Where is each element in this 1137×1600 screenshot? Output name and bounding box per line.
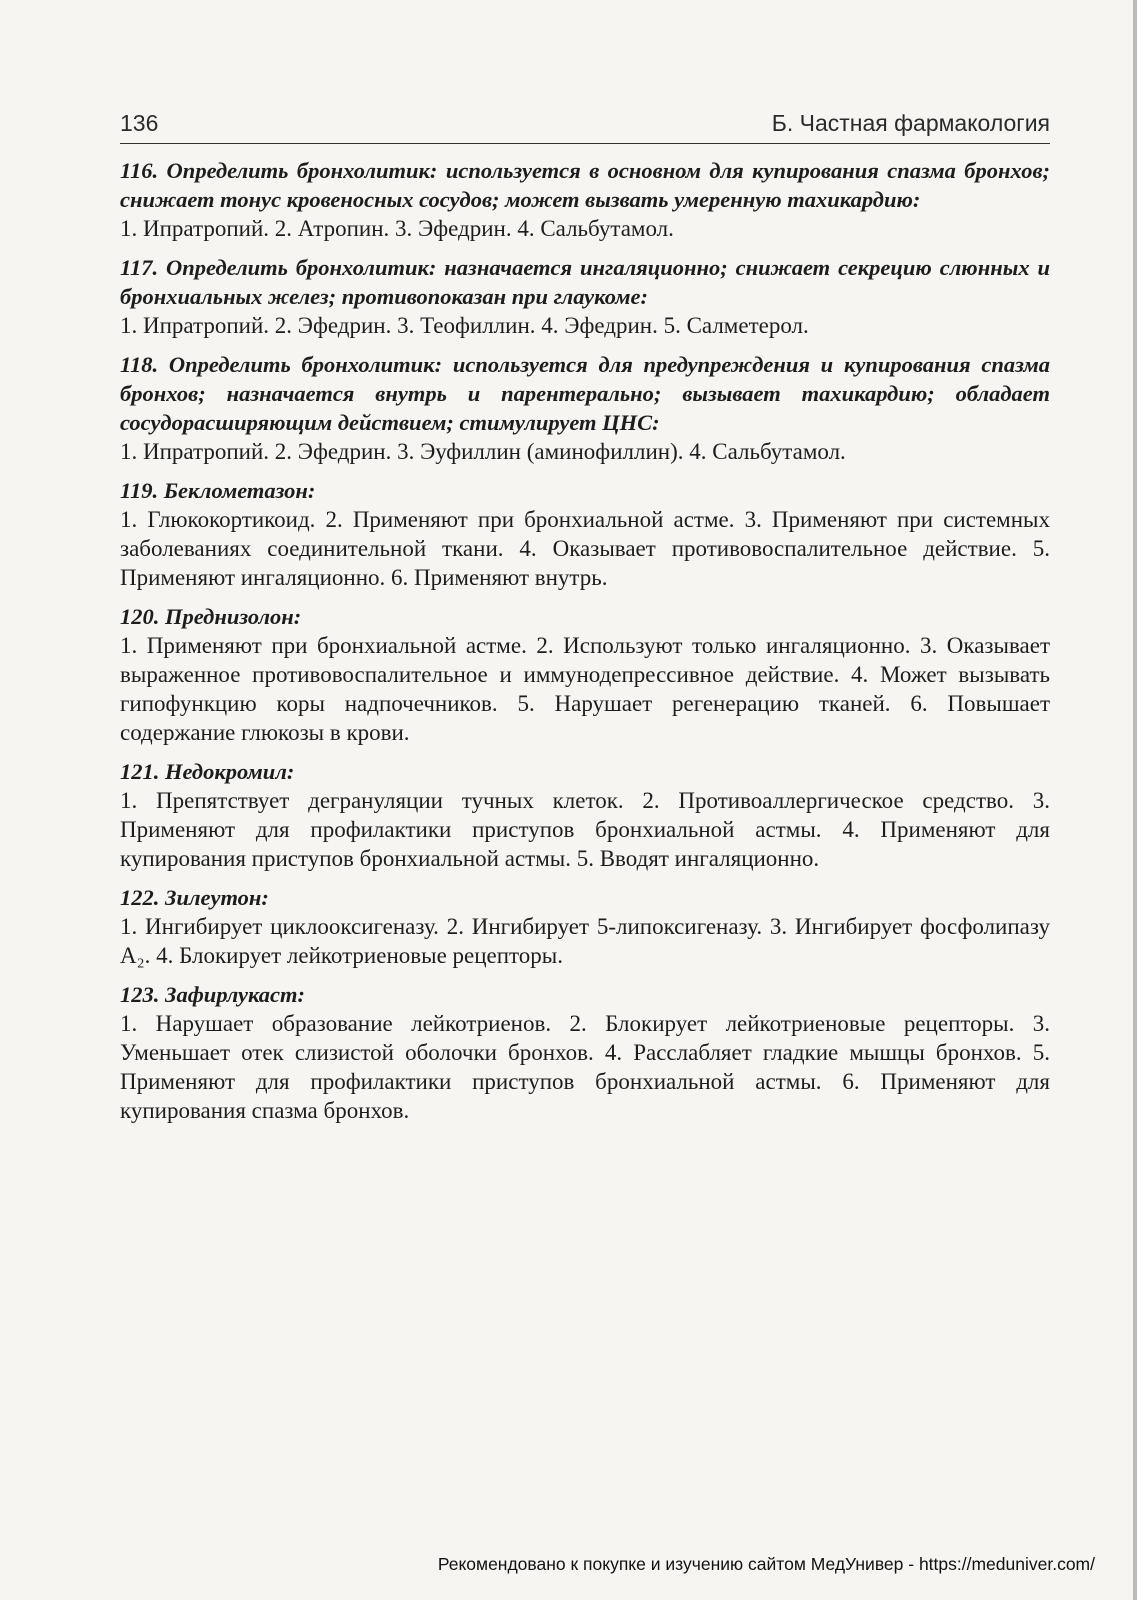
answer-options: 1. Нарушает образование лейкотриенов. 2. Блокирует лейкотриеновые рецепторы. 3. Уменьшает отек слизистой оболочки бронхов. 4. Расслабляет гладкие мышцы бронхов. 5. Применяют для профилактики приступов бронхиальной астмы. 6. Применяют для купирования спазма бронхов. bbox=[120, 1011, 1050, 1123]
question-119 bbox=[120, 476, 1050, 592]
question-text: 121. Недокромил: bbox=[120, 759, 295, 784]
question-122 bbox=[120, 883, 1050, 970]
answer-options: 1. Ипратропий. 2. Эфедрин. 3. Теофиллин. 4. Эфедрин. 5. Салметерол. bbox=[120, 313, 809, 338]
answer-options: 1. Глюкокортикоид. 2. Применяют при бронхиальной астме. 3. Применяют при системных заболеваниях соединительной ткани. 4. Оказывает противовоспалительное действие. 5. Применяют ингаляционно. 6. Применяют внутрь. bbox=[120, 507, 1050, 590]
question-123 bbox=[120, 980, 1050, 1125]
question-text: 120. Преднизолон: bbox=[120, 604, 302, 629]
question-116 bbox=[120, 156, 1050, 243]
answer-options: 1. Ипратропий. 2. Эфедрин. 3. Эуфиллин (аминофиллин). 4. Сальбутамол. bbox=[120, 439, 846, 464]
question-text: 122. Зилеутон: bbox=[120, 885, 269, 910]
question-120 bbox=[120, 602, 1050, 747]
watermark-footer: Рекомендовано к покупке и изучению сайтом МедУнивер - https://meduniver.com/ bbox=[437, 1554, 1095, 1574]
question-117 bbox=[120, 253, 1050, 340]
question-text: 118. Определить бронхолитик: используется для предупреждения и купирования спазма бронхов; назначается внутрь и парентерально; вызывает тахикардию; обладает сосудорасширяющим действием; стимулирует ЦНС: bbox=[120, 352, 1050, 435]
page-edge-shadow bbox=[1133, 0, 1137, 1600]
section-title: Б. Частная фармакология bbox=[771, 110, 1050, 136]
question-text: 123. Зафирлукаст: bbox=[120, 982, 306, 1007]
question-118 bbox=[120, 350, 1050, 466]
question-text: 117. Определить бронхолитик: назначается ингаляционно; снижает секрецию слюнных и бронхиальных желез; противопоказан при глаукоме: bbox=[120, 255, 1050, 309]
book-page bbox=[120, 110, 1050, 1135]
question-text: 116. Определить бронхолитик: используется в основном для купирования спазма бронхов; снижает тонус кровеносных сосудов; может вызвать умеренную тахикардию: bbox=[120, 158, 1050, 212]
answer-options: 1. Ипратропий. 2. Атропин. 3. Эфедрин. 4. Сальбутамол. bbox=[120, 216, 674, 241]
answer-options: 1. Препятствует дегрануляции тучных клеток. 2. Противоаллергическое средство. 3. Применяют для профилактики приступов бронхиальной астмы. 4. Применяют для купирования приступов бронхиальной астмы. 5. Вводят ингаляционно. bbox=[120, 788, 1050, 871]
running-header bbox=[120, 110, 1050, 144]
page-number: 136 bbox=[120, 110, 159, 136]
answer-options: 1. Применяют при бронхиальной астме. 2. Используют только ингаляционно. 3. Оказывает выраженное противовоспалительное и иммунодепрессивное действие. 4. Может вызывать гипофункцию коры надпочечников. 5. Нарушает регенерацию тканей. 6. Повышает содержание глюкозы в крови. bbox=[120, 633, 1050, 745]
answer-options: 1. Ингибирует циклооксигеназу. 2. Ингибирует 5-липоксигеназу. 3. Ингибирует фосфолипазу A₂. 4. Блокирует лейкотриеновые рецепторы. bbox=[120, 914, 1050, 968]
question-121 bbox=[120, 757, 1050, 873]
question-text: 119. Беклометазон: bbox=[120, 478, 316, 503]
